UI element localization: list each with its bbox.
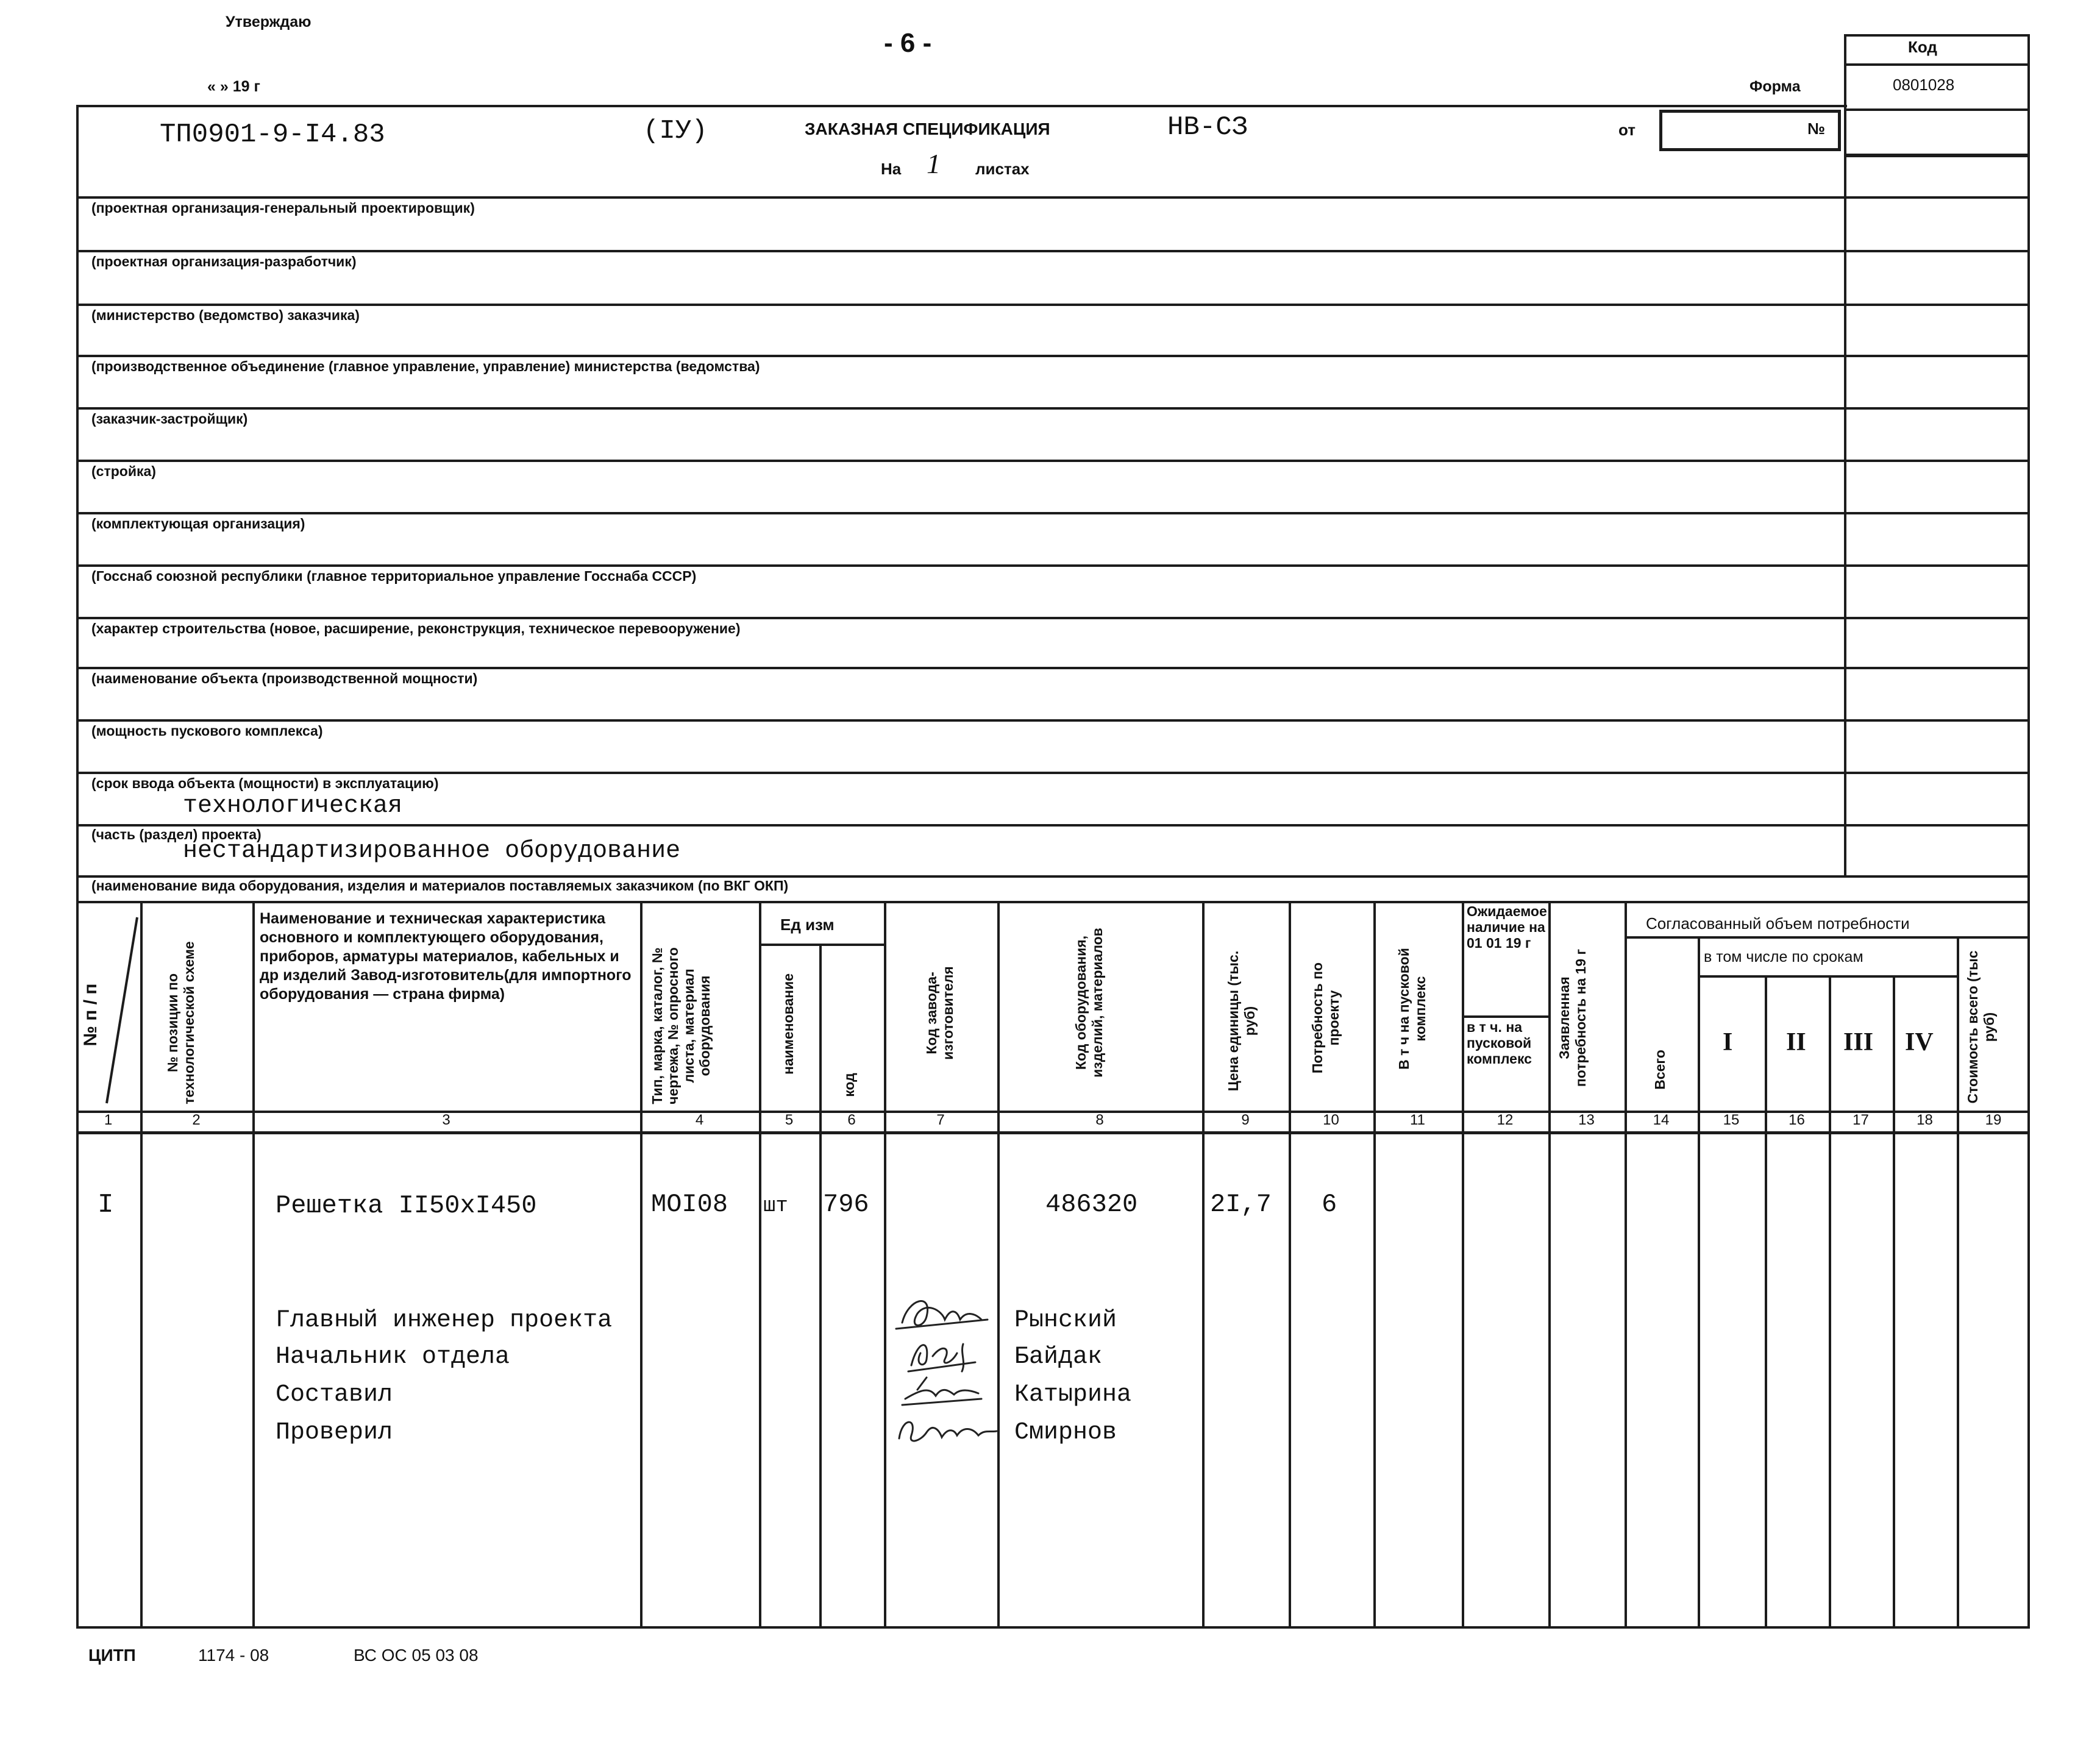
field-line xyxy=(76,564,2030,567)
unit-group-line xyxy=(759,944,884,946)
col-number: 9 xyxy=(1241,1112,1250,1128)
col-number: 1 xyxy=(104,1112,113,1128)
colnum-bottom-line xyxy=(76,1131,2030,1134)
signature-role: Составил xyxy=(276,1381,393,1409)
col-number: 11 xyxy=(1410,1112,1425,1128)
volume-number: (IУ) xyxy=(643,116,708,146)
field-label: (срок ввода объекта (мощности) в эксплуатацию) xyxy=(91,775,439,791)
col-number: 2 xyxy=(192,1112,201,1128)
code-box-divider xyxy=(1844,63,2030,66)
row-unit-price: 2I,7 xyxy=(1210,1190,1272,1219)
expected-split-line xyxy=(1462,1015,1548,1018)
col-header-declared: Заявленная потребность на 19 г xyxy=(1556,948,1589,1087)
col-line xyxy=(1893,975,1895,1629)
field-label: (комплектующая организация) xyxy=(91,516,305,531)
col-header-term-2: II xyxy=(1786,1028,1806,1056)
field-label: (наименование вида оборудования, изделия и материалов поставляемых заказчиком (по ВКГ ОКП) xyxy=(91,878,789,894)
col-line xyxy=(140,901,143,1629)
signature-role: Главный инженер проекта xyxy=(276,1307,613,1334)
frame-right xyxy=(2027,108,2030,1629)
col-header-expected: Ожидаемое наличие на 01 01 19 г xyxy=(1467,903,1547,951)
field-line xyxy=(76,407,2030,410)
col-line xyxy=(1462,901,1464,1629)
row-unit-code: 796 xyxy=(823,1190,869,1219)
row-number: I xyxy=(98,1190,114,1220)
agreed-group-line xyxy=(1625,936,2030,939)
field-label: (часть (раздел) проекта) xyxy=(91,827,262,842)
col-number: 4 xyxy=(695,1112,704,1128)
footer-ref: ВС ОС 05 03 08 xyxy=(354,1646,479,1665)
kod-label: Код xyxy=(1908,38,1937,56)
col-header-factory-code: Код завода-изготовителя xyxy=(924,966,956,1060)
field-label: (мощность пускового комплекса) xyxy=(91,723,323,739)
side-line xyxy=(1844,155,2030,157)
table-top-line xyxy=(76,901,2030,903)
page-number: - 6 - xyxy=(884,28,932,58)
field-label: (проектная организация-генеральный проектировщик) xyxy=(91,200,475,216)
col-header-term-4: IV xyxy=(1905,1028,1934,1056)
field-line xyxy=(76,304,2030,306)
col-header-unit-price: Цена единицы (тыс. руб) xyxy=(1225,950,1258,1092)
field-value-commissioning: технологическая xyxy=(183,792,403,820)
col-line xyxy=(252,901,255,1629)
col-line xyxy=(1373,901,1376,1629)
field-line xyxy=(76,824,2030,827)
col-header-term-3: III xyxy=(1843,1028,1874,1056)
col-header-term-1: I xyxy=(1723,1028,1733,1056)
col-number: 6 xyxy=(847,1112,856,1128)
col-line xyxy=(1829,975,1831,1629)
col-number: 16 xyxy=(1789,1112,1805,1128)
col-line xyxy=(1957,936,1959,1629)
footer-order: 1174 - 08 xyxy=(198,1646,269,1665)
field-label: (проектная организация-разработчик) xyxy=(91,254,357,269)
col-number: 3 xyxy=(442,1112,450,1128)
signature-name: Байдак xyxy=(1014,1343,1103,1371)
col-header-equipment-code: Код оборудования, изделий, материалов xyxy=(1073,928,1105,1078)
field-label: (министерство (ведомство) заказчика) xyxy=(91,307,360,323)
row-need: 6 xyxy=(1322,1190,1337,1219)
col-number: 10 xyxy=(1323,1112,1339,1128)
approve-date-line: « » 19 г xyxy=(207,78,260,95)
sheets-count: 1 xyxy=(927,148,941,179)
col-line xyxy=(884,901,886,1629)
sheets-suffix: листах xyxy=(975,160,1030,178)
col-line xyxy=(759,901,761,1629)
field-line xyxy=(76,355,2030,357)
forma-label: Форма xyxy=(1749,78,1801,95)
ot-label: от xyxy=(1618,121,1636,139)
col-header-start-complex: В т ч на пусковой комплекс xyxy=(1396,948,1428,1070)
field-label: (стройка) xyxy=(91,463,156,479)
frame-top xyxy=(76,105,1847,107)
col-header-name: Наименование и техническая характеристика основного и комплектующего оборудования, приборов, арматуры материалов, кабельных и др изделий Завод-изготовитель(для импортного оборудования — страна фирма) xyxy=(260,910,632,1003)
col-number: 13 xyxy=(1578,1112,1595,1128)
field-line xyxy=(76,719,2030,722)
field-label: (характер строительства (новое, расширение, реконструкция, техническое перевооружение) xyxy=(91,620,741,636)
col-line xyxy=(1202,901,1205,1629)
side-column-divider xyxy=(1844,108,1846,876)
field-line xyxy=(76,250,2030,252)
row-unit: шт xyxy=(763,1195,788,1218)
footer-org: ЦИТП xyxy=(88,1646,136,1665)
col-number: 12 xyxy=(1497,1112,1514,1128)
row-item-type: МОI08 xyxy=(651,1190,728,1219)
col-header-agreed-group: Согласованный объем потребности xyxy=(1646,914,1910,933)
field-line xyxy=(76,772,2030,774)
project-code: ТП0901-9-I4.83 xyxy=(160,119,385,150)
col-header-total: Всего xyxy=(1652,1050,1668,1090)
col-line xyxy=(1548,901,1551,1629)
col-header-row-number: № п / п xyxy=(80,983,101,1047)
col-header-unit-name: наименование xyxy=(780,973,796,1075)
col-number: 19 xyxy=(1985,1112,2002,1128)
col-header-expected-start: в т ч. на пусковой комплекс xyxy=(1467,1019,1532,1067)
col-header-cost: Стоимость всего (тыс руб) xyxy=(1965,950,1997,1104)
col-line xyxy=(1625,901,1627,1629)
signature-role: Начальник отдела xyxy=(276,1343,510,1371)
col-line xyxy=(1698,936,1700,1629)
col-number: 5 xyxy=(785,1112,794,1128)
col-number: 15 xyxy=(1723,1112,1740,1128)
field-line xyxy=(76,512,2030,514)
col-number: 14 xyxy=(1653,1112,1670,1128)
field-line xyxy=(76,667,2030,669)
row-equipment-code: 486320 xyxy=(1045,1190,1138,1219)
signature-name: Смирнов xyxy=(1014,1419,1117,1446)
signature-role: Проверил xyxy=(276,1419,393,1446)
col-header-unit-group: Ед изм xyxy=(780,915,835,934)
col-line xyxy=(819,944,822,1629)
field-label: (заказчик-застройщик) xyxy=(91,411,248,427)
col-header-type: Тип, марка, каталог, № чертежа, № опросного листа, материал оборудования xyxy=(649,947,713,1104)
col-header-terms-group: в том числе по срокам xyxy=(1704,948,1863,965)
field-line xyxy=(76,617,2030,619)
col-header-need: Потребность по проекту xyxy=(1309,962,1342,1074)
col-number: 7 xyxy=(936,1112,945,1128)
col-number: 18 xyxy=(1917,1112,1933,1128)
field-label: (производственное объединение (главное управление, управление) министерства (ведомства) xyxy=(91,358,760,374)
signature-name: Рынский xyxy=(1014,1307,1117,1334)
field-label: (наименование объекта (производственной мощности) xyxy=(91,670,478,686)
spec-code: НВ-СЗ xyxy=(1167,112,1248,143)
field-label: (Госснаб союзной республики (главное территориальное управление Госснаба СССР) xyxy=(91,568,697,584)
row-item-name: Решетка II50xI450 xyxy=(276,1191,537,1220)
sheets-prefix: На xyxy=(881,160,902,178)
col-line xyxy=(640,901,642,1629)
field-value-project-part: нестандартизированное оборудование xyxy=(183,837,681,865)
col-line xyxy=(1289,901,1291,1629)
signature-name: Катырина xyxy=(1014,1381,1132,1409)
col-header-position: № позиции по технологической схеме xyxy=(165,941,197,1104)
col-header-unit-code: код xyxy=(841,1073,857,1097)
approve-label: Утверждаю xyxy=(226,13,311,30)
field-line xyxy=(76,196,2030,199)
code-box-divider xyxy=(1844,108,2030,111)
table-bottom-line xyxy=(76,1626,2030,1629)
terms-group-line xyxy=(1698,975,1957,978)
frame-left xyxy=(76,105,79,1629)
document-title: ЗАКАЗНАЯ СПЕЦИФИКАЦИЯ xyxy=(805,119,1050,138)
col-line xyxy=(1765,975,1767,1629)
field-line xyxy=(76,460,2030,462)
col-number: 17 xyxy=(1853,1112,1869,1128)
kod-value: 0801028 xyxy=(1893,76,1955,94)
col-number: 8 xyxy=(1095,1112,1104,1128)
no-label: № xyxy=(1807,119,1825,138)
handwritten-signatures xyxy=(884,1286,1006,1469)
col-line xyxy=(997,901,1000,1629)
